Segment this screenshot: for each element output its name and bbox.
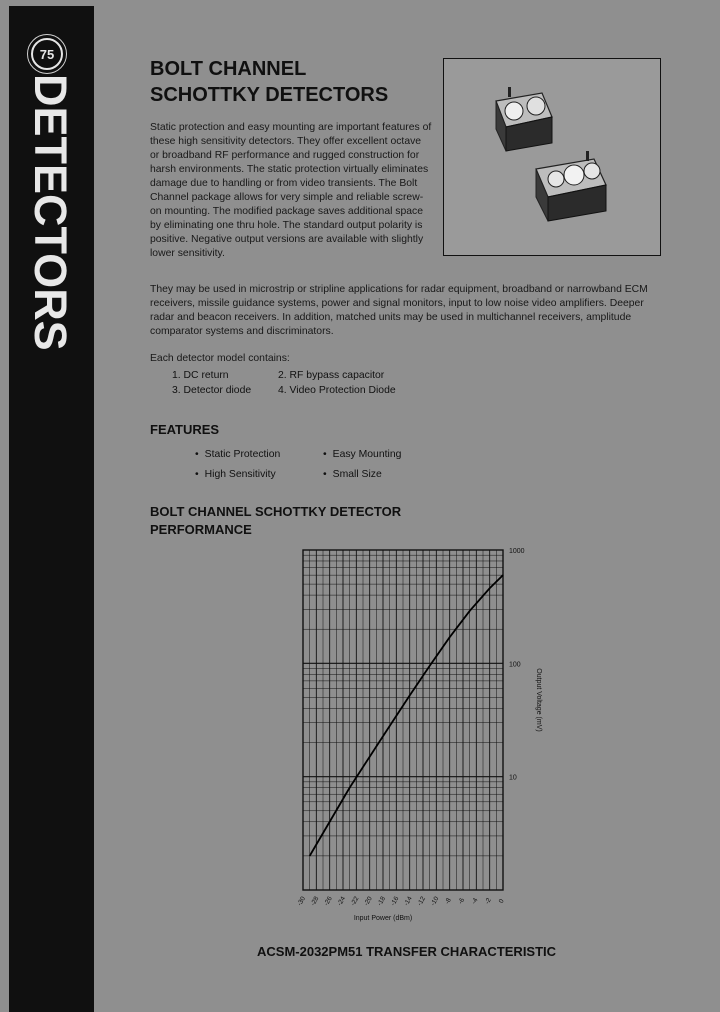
feature-item: Easy Mounting (332, 449, 402, 460)
transfer-characteristic-chart (290, 540, 550, 925)
x-tick-label: -8 (443, 896, 453, 906)
applications-paragraph: They may be used in microstrip or stripline applications for radar equipment, broadband or narrowband ECM receivers, missile guidance systems, power and signal monitors, input to low noise video amplifiers. Deeper radar and beacon receivers. In addition, matched units may be used in multichannel receivers, amplitude comparator systems and discriminators. (150, 284, 648, 337)
x-tick-label: -16 (389, 895, 401, 908)
y-tick-label: 10 (509, 774, 517, 782)
page-title-line2: SCHOTTKY DETECTORS (150, 84, 389, 106)
x-tick-label: -2 (483, 896, 493, 906)
x-tick-label: -26 (322, 895, 334, 908)
x-tick-label: -20 (362, 895, 374, 908)
sidebar-band (9, 6, 94, 1012)
page-title (150, 56, 388, 108)
performance-heading-line1: BOLT CHANNEL SCHOTTKY DETECTOR (150, 504, 402, 519)
feature-item: Small Size (332, 469, 382, 480)
y-tick-label: 100 (509, 661, 521, 669)
chart-caption: ACSM-2032PM51 TRANSFER CHARACTERISTIC (257, 944, 557, 959)
contents-item: 4. Video Protection Diode (278, 385, 396, 396)
features-heading: FEATURES (150, 422, 220, 437)
feature-item: Static Protection (204, 449, 281, 460)
x-tick-label: -18 (376, 895, 388, 908)
page-title-line1: BOLT CHANNEL (150, 58, 307, 80)
feature-item: High Sensitivity (204, 469, 276, 480)
y-axis-label: Output Voltage (mV) (535, 668, 542, 732)
x-tick-label: -28 (309, 895, 321, 908)
performance-heading-line2: PERFORMANCE (150, 522, 252, 537)
bullet-icon: • (323, 469, 327, 480)
contents-item: 2. RF bypass capacitor (278, 370, 385, 381)
bullet-icon: • (195, 449, 199, 460)
page-number-badge: 75 (31, 38, 63, 70)
detector-block-upper (496, 87, 552, 151)
x-tick-label: -12 (416, 895, 428, 908)
section-title-vertical: DETECTORS (25, 74, 76, 351)
x-tick-label: -22 (349, 895, 361, 908)
x-tick-label: -14 (402, 895, 414, 908)
transfer-curve (310, 575, 503, 856)
x-tick-label: -30 (296, 895, 308, 908)
performance-heading (150, 503, 401, 539)
contents-item: 1. DC return (172, 370, 229, 381)
bullet-icon: • (195, 469, 199, 480)
x-tick-label: -24 (336, 895, 348, 908)
contains-intro: Each detector model contains: (150, 353, 290, 364)
contents-list (172, 368, 396, 398)
x-tick-label: -10 (429, 895, 441, 908)
y-tick-label: 1000 (509, 548, 525, 555)
x-tick-label: -4 (470, 896, 480, 906)
x-tick-label: -6 (457, 896, 467, 906)
detector-illustration (444, 59, 660, 255)
product-photo (443, 58, 661, 256)
bullet-icon: • (323, 449, 327, 460)
x-tick-label: 0 (497, 897, 506, 905)
x-axis-label: Input Power (dBm) (353, 915, 413, 922)
contents-item: 3. Detector diode (172, 385, 252, 396)
detector-block-lower (536, 151, 606, 221)
features-list (195, 445, 451, 485)
intro-paragraph: Static protection and easy mounting are important features of these high sensitivity detectors. They offer excellent octave or broadband RF performance and rugged construction for harsh environments. The static protection virtually eliminates damage due to handling or from video transients. The Bolt Channel package allows for very simple and reliable screw-on mounting. The modified package saves additional space by eliminating one thru hole. The standard output polarity is positive. Negative output versions are available with slightly lower sensitivity. (150, 122, 432, 259)
